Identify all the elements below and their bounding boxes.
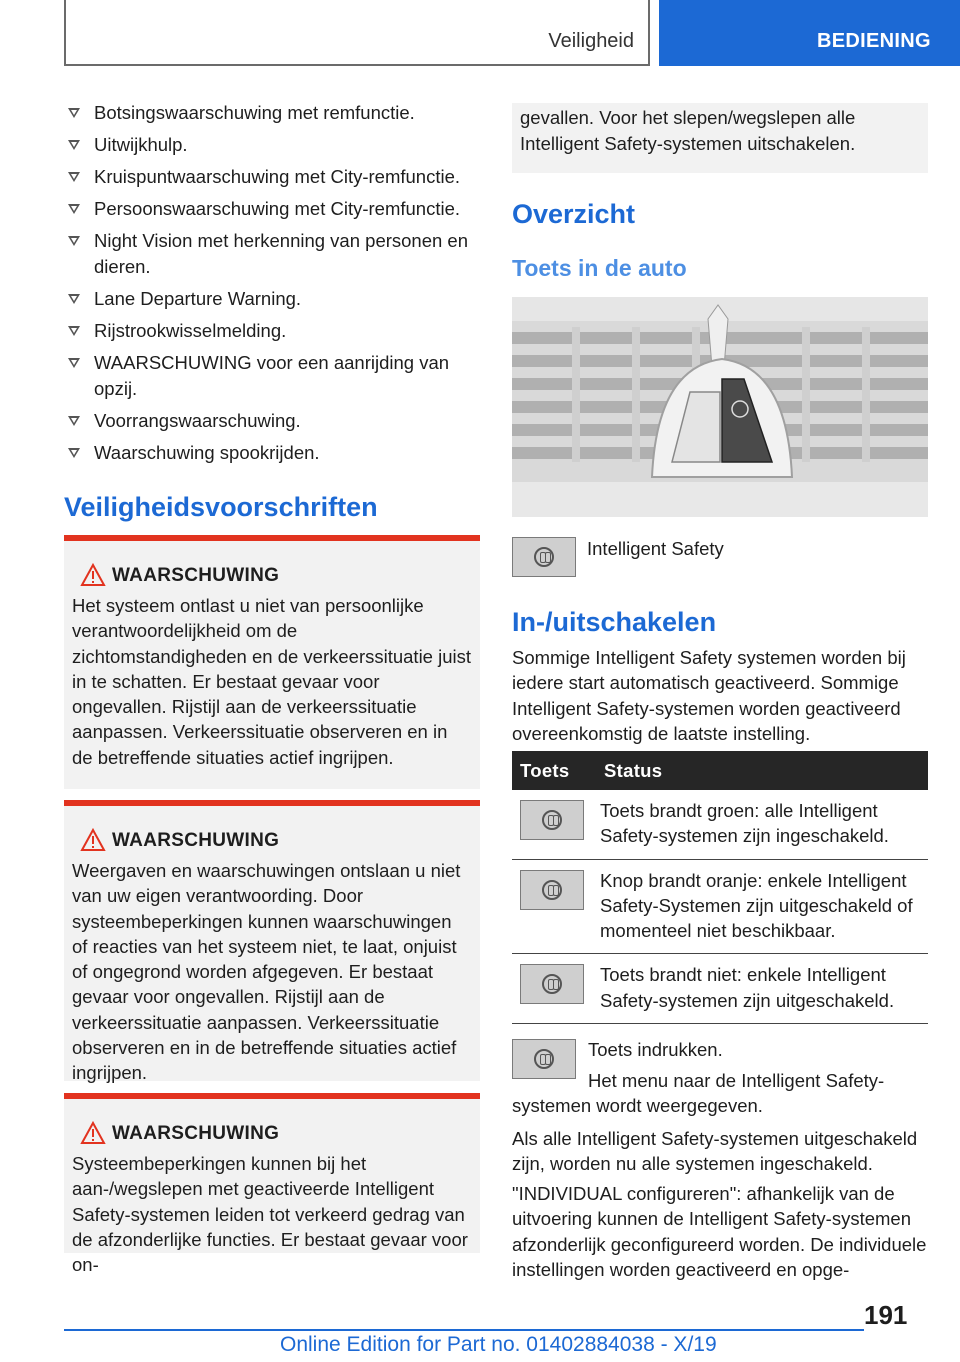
triangle-bullet-icon — [68, 140, 80, 150]
status-table — [512, 751, 928, 1024]
list-item: Botsingswaarschuwing met remfunctie. — [64, 100, 480, 126]
paragraph: Als alle Intelligent Safety-systemen uitgeschakeld zijn, worden nu alle systemen ingeschakeld. — [512, 1128, 918, 1175]
warning-box — [64, 1093, 480, 1276]
triangle-bullet-icon — [68, 448, 80, 458]
safety-rules-heading: Veiligheidsvoorschriften — [64, 492, 378, 522]
status-cell: Knop brandt oranje: enkele Intelligent Safety-Systemen zijn uitgeschakeld of momenteel niet beschikbaar. — [596, 859, 928, 954]
triangle-bullet-icon — [68, 108, 80, 118]
paragraph: "INDIVIDUAL configureren": afhankelijk van de uitvoering kunnen de Intelligent Safety-systemen afzonderlijk geconfigureerd worden. De individuele instellingen worden geactiveerd en opge- — [512, 1183, 927, 1280]
list-item: Rijstrookwisselmelding. — [64, 318, 480, 344]
triangle-bullet-icon — [68, 236, 80, 246]
footer-edition: Online Edition for Part no. 01402884038 - X/19 — [280, 1333, 717, 1356]
warning-title: WAARSCHUWING — [72, 1123, 472, 1145]
footer-divider — [64, 1329, 864, 1331]
car-grille-image — [512, 297, 928, 517]
list-item: Lane Departure Warning. — [64, 286, 480, 312]
triangle-bullet-icon — [68, 358, 80, 368]
triangle-bullet-icon — [68, 172, 80, 182]
intelligent-safety-button-icon — [520, 800, 584, 840]
status-cell: Toets brandt groen: alle Intelligent Safety-systemen zijn ingeschakeld. — [596, 790, 928, 859]
press-label: Toets indrukken. — [588, 1039, 723, 1060]
warning-title: WAARSCHUWING — [72, 830, 472, 852]
header-section-title: Veiligheid — [548, 30, 634, 52]
feature-list — [64, 100, 480, 466]
table-row — [512, 859, 928, 954]
triangle-bullet-icon — [68, 326, 80, 336]
page-number: 191 — [864, 1300, 908, 1330]
intelligent-safety-button-icon — [512, 537, 576, 577]
triangle-bullet-icon — [68, 416, 80, 426]
list-item: Persoonswaarschuwing met City-remfunctie. — [64, 196, 480, 222]
list-item: WAARSCHUWING voor een aanrijding van opzij. — [64, 350, 480, 402]
header-section-box — [64, 0, 650, 66]
warning-triangle-icon — [80, 1121, 106, 1145]
button-caption: Intelligent Safety — [587, 538, 724, 559]
intelligent-safety-button-icon — [520, 964, 584, 1004]
table-header-row — [512, 751, 928, 790]
warning-triangle-icon — [80, 828, 106, 852]
left-column — [64, 100, 480, 472]
column-header: Toets — [512, 751, 596, 790]
triangle-bullet-icon — [68, 294, 80, 304]
warning-triangle-icon — [80, 563, 106, 587]
intelligent-safety-button-icon — [520, 870, 584, 910]
onoff-text: Sommige Intelligent Safety systemen worden bij iedere start automatisch geactiveerd. Sommige Intelligent Safety-systemen worden geactiveerd overeenkomstig de laatste instelling. — [512, 647, 906, 744]
onoff-heading: In-/uitschakelen — [512, 607, 717, 637]
list-item: Uitwijkhulp. — [64, 132, 480, 158]
status-cell: Toets brandt niet: enkele Intelligent Safety-systemen zijn uitgeschakeld. — [596, 954, 928, 1024]
header-chapter-tab — [659, 0, 960, 66]
list-item: Waarschuwing spookrijden. — [64, 440, 480, 466]
list-item: Voorrangswaarschuwing. — [64, 408, 480, 434]
table-row — [512, 954, 928, 1024]
warning-box — [64, 535, 480, 789]
column-header: Status — [596, 751, 928, 790]
triangle-bullet-icon — [68, 204, 80, 214]
button-in-car-heading: Toets in de auto — [512, 255, 687, 281]
header-chapter-title: BEDIENING — [817, 30, 931, 52]
continued-warning-text: gevallen. Voor het slepen/wegslepen alle Intelligent Safety-systemen uitschakelen. — [512, 103, 928, 173]
warning-text: Het systeem ontlast u niet van persoonlijke verantwoordelijkheid om de zichtomstandigheden en de verkeerssituatie juist in te schatten. Er bestaat gevaar voor ongevallen. Rijstijl aan de verkeerssituatie aanpassen. Verkeerssituatie observeren en in de betreffende situaties actief ingrijpen. — [72, 595, 472, 768]
press-text: Het menu naar de Intelligent Safety-systemen wordt weergegeven. — [512, 1070, 885, 1117]
warning-title: WAARSCHUWING — [72, 565, 472, 587]
table-row — [512, 790, 928, 859]
list-item: Kruispuntwaarschuwing met City-remfunctie. — [64, 164, 480, 190]
warning-text: Systeembeperkingen kunnen bij het aan-/wegslepen met geactiveerde Intelligent Safety-systemen leiden tot verkeerd gedrag van de afzonderlijke functies. Er bestaat gevaar voor on- — [72, 1153, 468, 1276]
warning-text: Weergaven en waarschuwingen ontslaan u niet van uw eigen verantwoording. Door systeembeperkingen kunnen waarschuwingen of reacties van het systeem niet, te laat, onjuist of ongegrond worden afgegeven. Er bestaat gevaar voor ongevallen. Rijstijl aan de verkeerssituatie aanpassen. Verkeerssituatie observeren en in de betreffende situaties actief ingrijpen. — [72, 860, 461, 1084]
warning-box — [64, 800, 480, 1084]
list-item: Night Vision met herkenning van personen en dieren. — [64, 228, 480, 280]
overview-heading: Overzicht — [512, 199, 636, 229]
